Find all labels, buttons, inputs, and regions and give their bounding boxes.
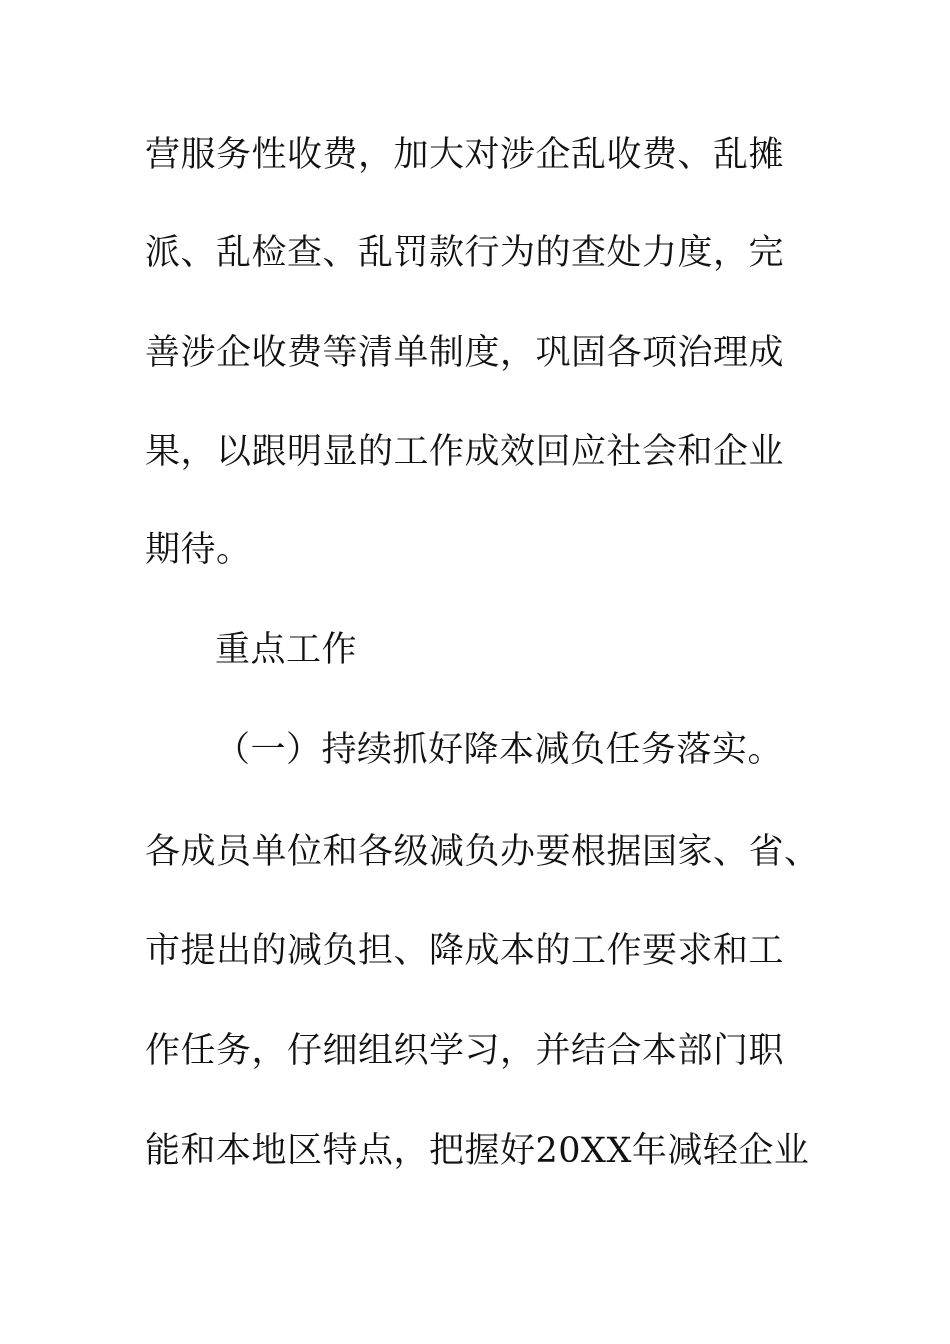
subsection-heading: （一）持续抓好降本减负任务落实。 [215,730,784,770]
paragraph-line-8: 作任务，仔细组织学习，并结合本部门职 [145,1031,785,1071]
paragraph-line-3: 善涉企收费等清单制度，巩固各项治理成 [145,333,785,373]
paragraph-line-4: 果，以跟明显的工作成效回应社会和企业 [145,432,785,472]
paragraph-line-5: 期待。 [145,530,252,570]
paragraph-line-2: 派、乱检查、乱罚款行为的查处力度，完 [145,233,785,273]
section-heading: 重点工作 [215,630,358,670]
paragraph-line-9: 能和本地区特点，把握好20XX年减轻企业 [145,1131,810,1171]
paragraph-line-6: 各成员单位和各级减负办要根据国家、省、 [145,832,820,872]
paragraph-line-7: 市提出的减负担、降成本的工作要求和工 [145,931,785,971]
paragraph-line-1: 营服务性收费，加大对涉企乱收费、乱摊 [145,135,785,175]
